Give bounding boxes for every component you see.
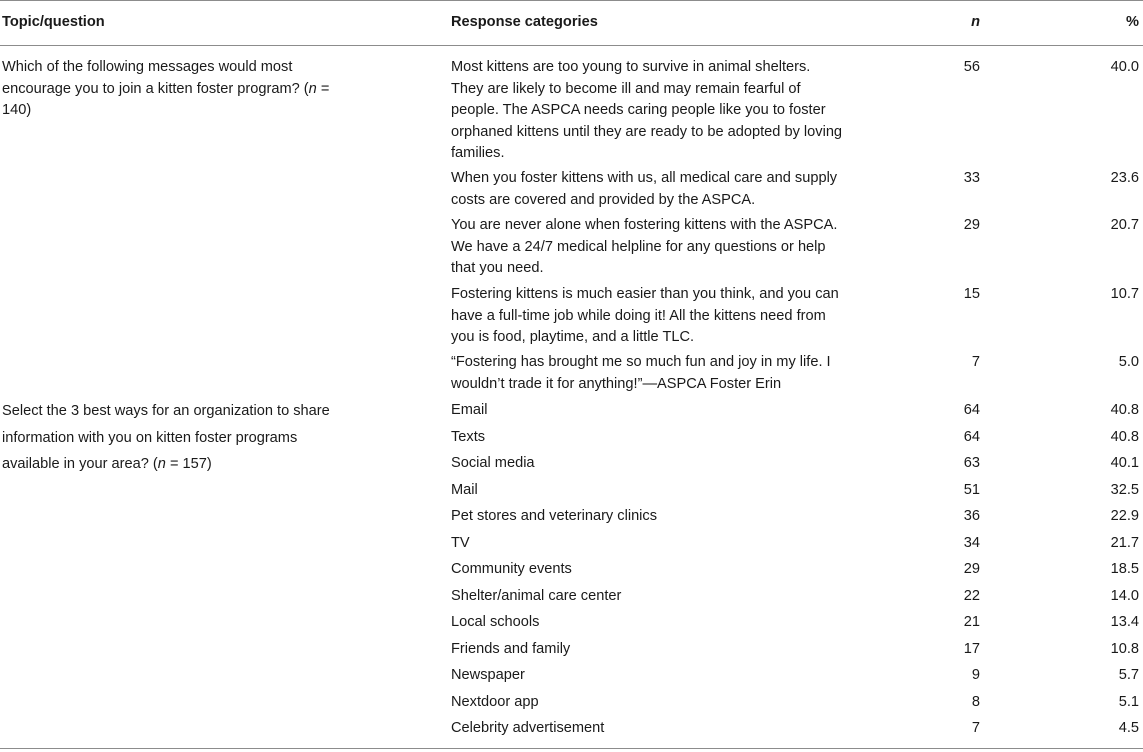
q2-n-5: 36 xyxy=(963,508,980,524)
q2-pct-6: 21.7 xyxy=(1110,535,1139,551)
q2-category-1: Email xyxy=(451,402,488,418)
q2-category-4: Mail xyxy=(451,482,478,498)
q2-pct-10: 10.8 xyxy=(1110,641,1139,657)
header-n: n xyxy=(971,14,980,30)
q1-n-2: 33 xyxy=(963,170,980,186)
q1-category-1: Most kittens are too young to survive in animal shelters. They are likely to become ill and may remain fearful of people. The ASPCA needs caring people like you to foster orphaned kittens until they are ready to be adopted by loving families. xyxy=(451,59,843,161)
q2-n-3: 63 xyxy=(963,455,980,471)
q2-pct-9: 13.4 xyxy=(1110,614,1139,630)
q2-category-5: Pet stores and veterinary clinics xyxy=(451,508,658,524)
q1-pct-4: 10.7 xyxy=(1110,286,1139,302)
q2-category-8: Shelter/animal care center xyxy=(451,588,622,604)
q2-pct-3: 40.1 xyxy=(1110,455,1139,471)
q2-pct-12: 5.1 xyxy=(1118,694,1139,710)
q2-pct-7: 18.5 xyxy=(1110,561,1139,577)
q1-pct-1: 40.0 xyxy=(1110,59,1139,75)
q2-n-4: 51 xyxy=(963,482,980,498)
q1-category-4: Fostering kittens is much easier than you think, and you can have a full-time job while doing it! All the kittens need from you is food, playtime, and a little TLC. xyxy=(451,286,839,345)
question-2-text: Select the 3 best ways for an organization to share information with you on kitten foster programs available in your area? (n = 157) xyxy=(2,403,330,473)
q2-category-6: TV xyxy=(451,535,470,551)
q2-pct-2: 40.8 xyxy=(1110,429,1139,445)
q2-category-11: Newspaper xyxy=(451,667,525,683)
q1-pct-5: 5.0 xyxy=(1118,354,1139,370)
q1-n-5: 7 xyxy=(971,354,980,370)
q1-n-3: 29 xyxy=(963,217,980,233)
q1-n-1: 56 xyxy=(963,59,980,75)
q2-pct-4: 32.5 xyxy=(1110,482,1139,498)
q2-n-13: 7 xyxy=(971,720,980,736)
question-1-text: Which of the following messages would most encourage you to join a kitten foster program? (n = 140) xyxy=(2,59,330,118)
header-percent: % xyxy=(1126,14,1139,30)
q2-pct-5: 22.9 xyxy=(1110,508,1139,524)
q2-category-7: Community events xyxy=(451,561,572,577)
table-top-rule xyxy=(0,0,1143,1)
q1-category-3: You are never alone when fostering kittens with the ASPCA. We have a 24/7 medical helpline for any questions or help that you need. xyxy=(451,217,838,276)
q2-n-8: 22 xyxy=(963,588,980,604)
q2-pct-8: 14.0 xyxy=(1110,588,1139,604)
q1-category-2: When you foster kittens with us, all medical care and supply costs are covered and provided by the ASPCA. xyxy=(451,170,838,208)
q2-category-12: Nextdoor app xyxy=(451,694,539,710)
q2-category-13: Celebrity advertisement xyxy=(451,720,605,736)
q2-n-10: 17 xyxy=(963,641,980,657)
q2-n-7: 29 xyxy=(963,561,980,577)
q2-n-9: 21 xyxy=(963,614,980,630)
q2-category-3: Social media xyxy=(451,455,535,471)
q2-n-11: 9 xyxy=(971,667,980,683)
q2-category-10: Friends and family xyxy=(451,641,571,657)
q2-pct-11: 5.7 xyxy=(1118,667,1139,683)
q2-category-9: Local schools xyxy=(451,614,540,630)
q2-pct-1: 40.8 xyxy=(1110,402,1139,418)
q2-n-2: 64 xyxy=(963,429,980,445)
table-bottom-rule xyxy=(0,748,1143,749)
q1-category-5: “Fostering has brought me so much fun and joy in my life. I wouldn’t trade it for anything!”—ASPCA Foster Erin xyxy=(451,354,831,392)
q1-n-4: 15 xyxy=(963,286,980,302)
question-1-n-symbol: n xyxy=(308,80,317,97)
q1-pct-2: 23.6 xyxy=(1110,170,1139,186)
question-2-n-symbol: n xyxy=(157,456,166,473)
q2-n-12: 8 xyxy=(971,694,980,710)
header-topic: Topic/question xyxy=(2,14,105,30)
q2-pct-13: 4.5 xyxy=(1118,720,1139,736)
q1-pct-3: 20.7 xyxy=(1110,217,1139,233)
q2-n-1: 64 xyxy=(963,402,980,418)
header-categories: Response categories xyxy=(451,14,598,30)
q2-category-2: Texts xyxy=(451,429,486,445)
q2-n-6: 34 xyxy=(963,535,980,551)
table-header-rule xyxy=(0,45,1143,46)
